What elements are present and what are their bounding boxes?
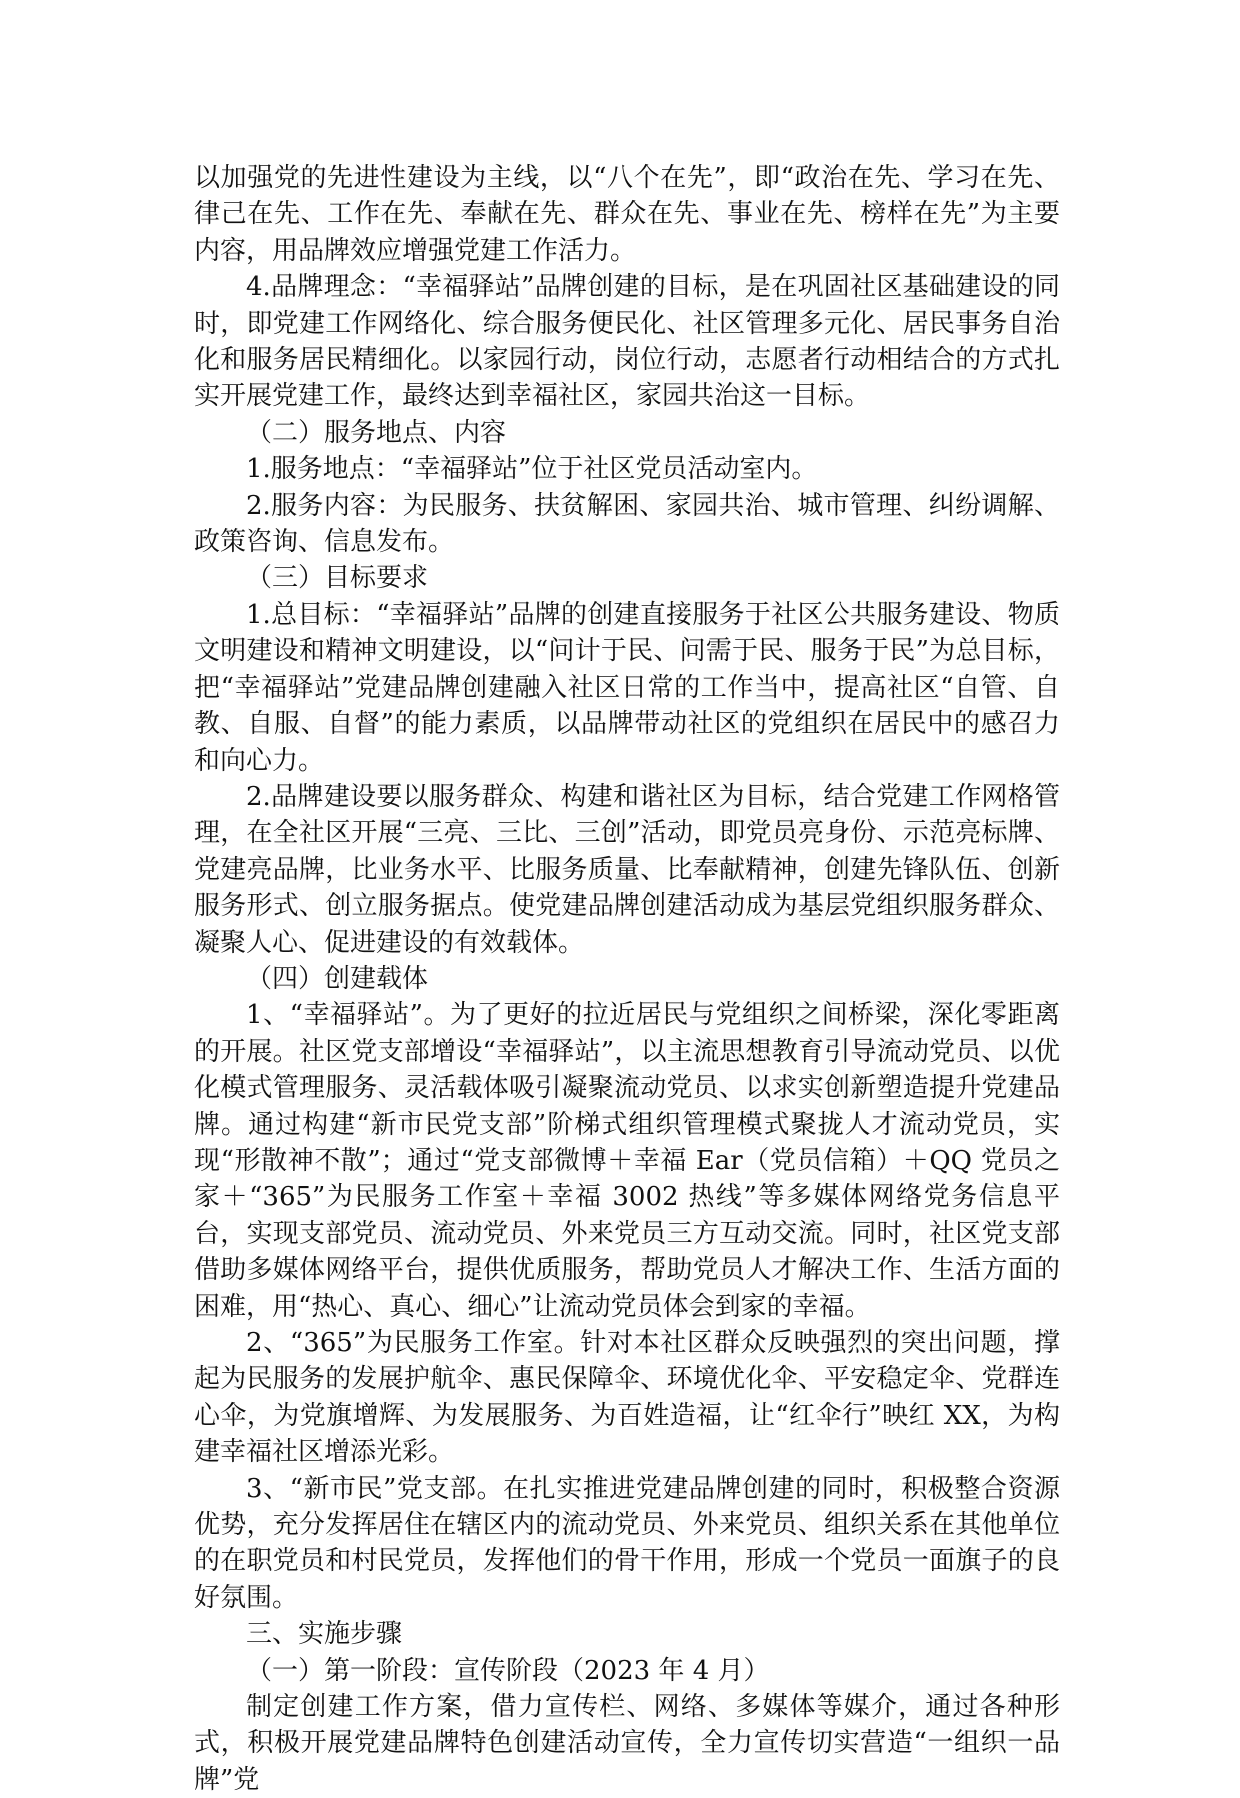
paragraph-365-studio: 2、“365”为民服务工作室。针对本社区群众反映强烈的突出问题，撑起为民服务的发展护航伞、惠民保障伞、环境优化伞、平安稳定伞、党群连心伞，为党旗增辉、为发展服务、为百姓造福，让“红伞行”映红 XX，为构建幸福社区增添光彩。 <box>194 1328 1060 1468</box>
subheading-carriers: （四）创建载体 <box>246 963 429 994</box>
paragraph-service-content: 2.服务内容：为民服务、扶贫解困、家园共治、城市管理、纠纷调解、政策咨询、信息发布。 <box>194 490 1060 558</box>
paragraph-stage-one: 制定创建工作方案，借力宣传栏、网络、多媒体等媒介，通过各种形式，积极开展党建品牌特色创建活动宣传，全力宣传切实营造“一组织一品牌”党 <box>194 1692 1060 1795</box>
paragraph-overall-goal: 1.总目标：“幸福驿站”品牌的创建直接服务于社区公共服务建设、物质文明建设和精神文明建设，以“问计于民、问需于民、服务于民”为总目标，把“幸福驿站”党建品牌创建融入社区日常的工作当中，提高社区“自管、自教、自服、自督”的能力素质，以品牌带动社区的党组织在居民中的感召力和向心力。 <box>194 599 1060 776</box>
paragraph-continuation: 以加强党的先进性建设为主线，以“八个在先”，即“政治在先、学习在先、律己在先、工作在先、奉献在先、群众在先、事业在先、榜样在先”为主要内容，用品牌效应增强党建工作活力。 <box>194 163 1060 266</box>
heading-implementation-steps: 三、实施步骤 <box>246 1619 403 1650</box>
subheading-stage-one: （一）第一阶段：宣传阶段（2023 年 4 月） <box>246 1655 770 1686</box>
subheading-service-location: （二）服务地点、内容 <box>246 417 507 448</box>
paragraph-brand-building: 2.品牌建设要以服务群众、构建和谐社区为目标，结合党建工作网格管理，在全社区开展“三亮、三比、三创”活动，即党员亮身份、示范亮标牌、党建亮品牌，比业务水平、比服务质量、比奉献精神，创建先锋队伍、创新服务形式、创立服务据点。使党建品牌创建活动成为基层党组织服务群众、凝聚人心、促进建设的有效载体。 <box>194 781 1060 958</box>
paragraph-new-citizen-branch: 3、“新市民”党支部。在扎实推进党建品牌创建的同时，积极整合资源优势，充分发挥居住在辖区内的流动党员、外来党员、组织关系在其他单位的在职党员和村民党员，发挥他们的骨干作用，形成一个党员一面旗子的良好氛围。 <box>194 1473 1060 1613</box>
document-page <box>194 160 1060 1798</box>
paragraph-brand-concept: 4.品牌理念：“幸福驿站”品牌创建的目标，是在巩固社区基础建设的同时，即党建工作网络化、综合服务便民化、社区管理多元化、居民事务自治化和服务居民精细化。以家园行动，岗位行动，志愿者行动相结合的方式扎实开展党建工作，最终达到幸福社区，家园共治这一目标。 <box>194 272 1060 412</box>
subheading-goal-requirements: （三）目标要求 <box>246 563 429 594</box>
paragraph-happiness-station: 1、“幸福驿站”。为了更好的拉近居民与党组织之间桥梁，深化零距离的开展。社区党支部增设“幸福驿站”，以主流思想教育引导流动党员、以优化模式管理服务、灵活载体吸引凝聚流动党员、以求实创新塑造提升党建品牌。通过构建“新市民党支部”阶梯式组织管理模式聚拢人才流动党员，实现“形散神不散”；通过“党支部微博＋幸福 Ear（党员信箱）＋QQ 党员之家＋“365”为民服务工作室＋幸福 3002 热线”等多媒体网络党务信息平台，实现支部党员、流动党员、外来党员三方互动交流。同时，社区党支部借助多媒体网络平台，提供优质服务，帮助党员人才解决工作、生活方面的困难，用“热心、真心、细心”让流动党员体会到家的幸福。 <box>194 1000 1060 1322</box>
paragraph-service-location: 1.服务地点：“幸福驿站”位于社区党员活动室内。 <box>246 454 818 485</box>
